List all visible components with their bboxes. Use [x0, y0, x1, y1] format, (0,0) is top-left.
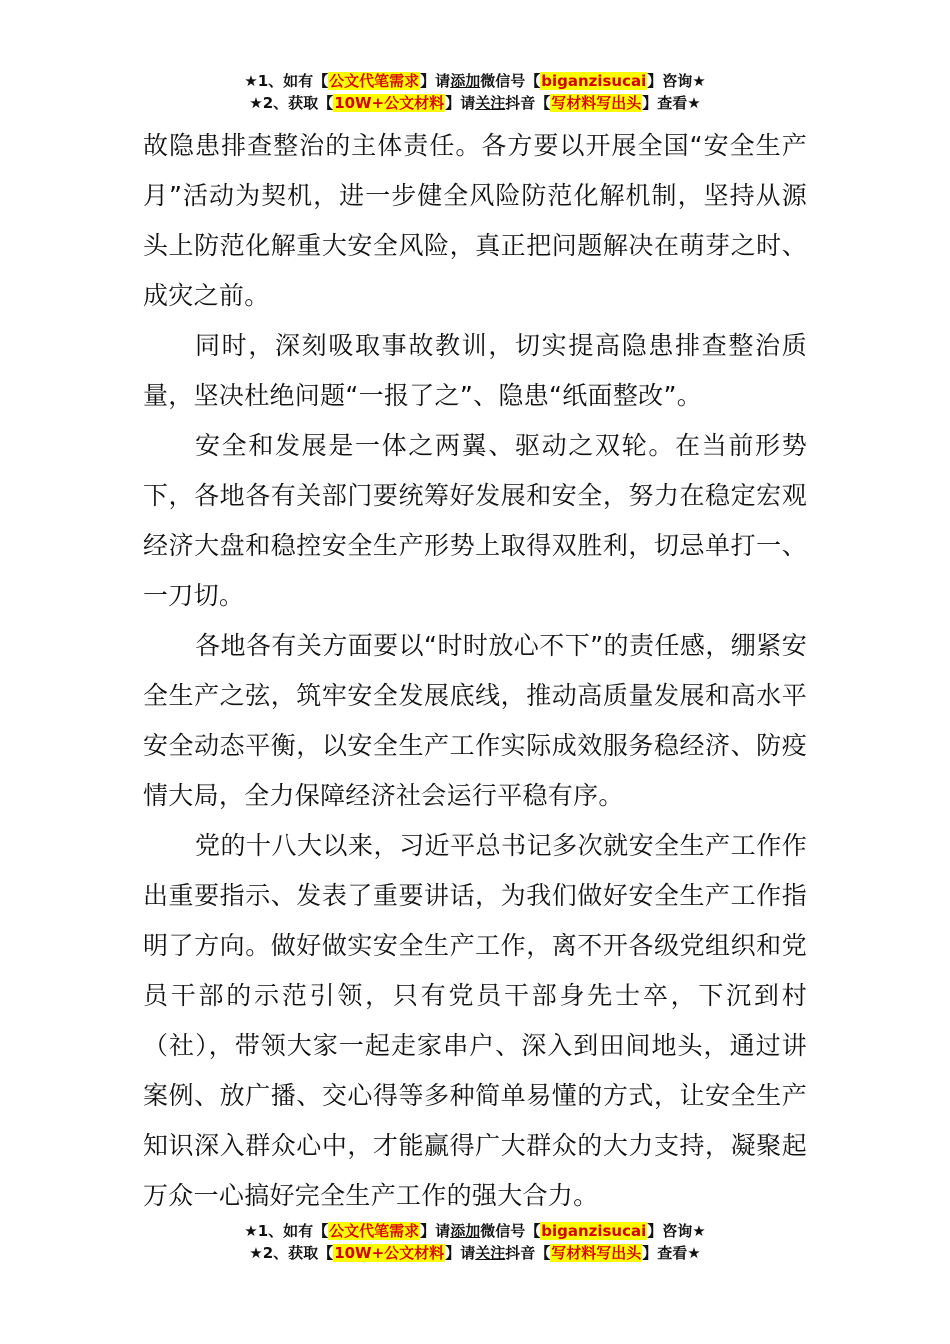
banner-highlight: 公文代笔需求	[329, 72, 420, 90]
top-banner	[0, 70, 950, 114]
banner-line-2	[0, 1242, 950, 1264]
banner-text: 抖音【	[505, 1244, 551, 1262]
banner-text: 抖音【	[505, 94, 551, 112]
banner-text: 微信号【	[480, 72, 541, 90]
banner-highlight: 写材料写出头	[551, 1244, 642, 1262]
banner-highlight: 10W+公文材料	[334, 1244, 445, 1262]
banner-text: 】咨询★	[647, 72, 706, 90]
banner-text: 】查看★	[642, 1244, 701, 1262]
banner-text: 】请	[445, 94, 476, 112]
banner-text: 】查看★	[642, 94, 701, 112]
banner-line-1	[0, 70, 950, 92]
banner-highlight: biganzisucai	[541, 1222, 647, 1240]
banner-text: ★2、获取【	[249, 1244, 334, 1262]
banner-highlight: biganzisucai	[541, 72, 647, 90]
banner-text: 】请	[420, 72, 451, 90]
banner-underlined: 添加	[450, 1222, 481, 1240]
banner-underlined: 添加	[450, 72, 481, 90]
banner-text: 微信号【	[480, 1222, 541, 1240]
banner-text: ★1、如有【	[244, 72, 329, 90]
paragraph: 同时，深刻吸取事故教训，切实提高隐患排查整治质量，坚决杜绝问题“一报了之”、隐患“纸面整改”。	[143, 331, 807, 410]
banner-line-2	[0, 92, 950, 114]
banner-text: ★2、获取【	[249, 94, 334, 112]
banner-highlight: 写材料写出头	[551, 94, 642, 112]
paragraph: 各地各有关方面要以“时时放心不下”的责任感，绷紧安全生产之弦，筑牢安全发展底线，推动高质量发展和高水平安全动态平衡，以安全生产工作实际成效服务稳经济、防疫情大局，全力保障经济社会运行平稳有序。	[143, 631, 807, 810]
banner-text: 】请	[420, 1222, 451, 1240]
banner-underlined: 关注	[475, 94, 506, 112]
paragraph: 安全和发展是一体之两翼、驱动之双轮。在当前形势下，各地各有关部门要统筹好发展和安全，努力在稳定宏观经济大盘和稳控安全生产形势上取得双胜利，切忌单打一、一刀切。	[143, 431, 807, 610]
bottom-banner	[0, 1220, 950, 1264]
banner-text: 】咨询★	[647, 1222, 706, 1240]
banner-highlight: 10W+公文材料	[334, 94, 445, 112]
banner-highlight: 公文代笔需求	[329, 1222, 420, 1240]
document-body	[143, 121, 807, 1221]
banner-text: 】请	[445, 1244, 476, 1262]
paragraph: 党的十八大以来，习近平总书记多次就安全生产工作作出重要指示、发表了重要讲话，为我们做好安全生产工作指明了方向。做好做实安全生产工作，离不开各级党组织和党员干部的示范引领，只有党员干部身先士卒，下沉到村（社），带领大家一起走家串户、深入到田间地头，通过讲案例、放广播、交心得等多种简单易懂的方式，让安全生产知识深入群众心中，才能赢得广大群众的大力支持，凝聚起万众一心搞好完全生产工作的强大合力。	[143, 831, 807, 1210]
paragraph: 故隐患排查整治的主体责任。各方要以开展全国“安全生产月”活动为契机，进一步健全风险防范化解机制，坚持从源头上防范化解重大安全风险，真正把问题解决在萌芽之时、成灾之前。	[143, 131, 807, 310]
banner-underlined: 关注	[475, 1244, 506, 1262]
banner-text: ★1、如有【	[244, 1222, 329, 1240]
banner-line-1	[0, 1220, 950, 1242]
